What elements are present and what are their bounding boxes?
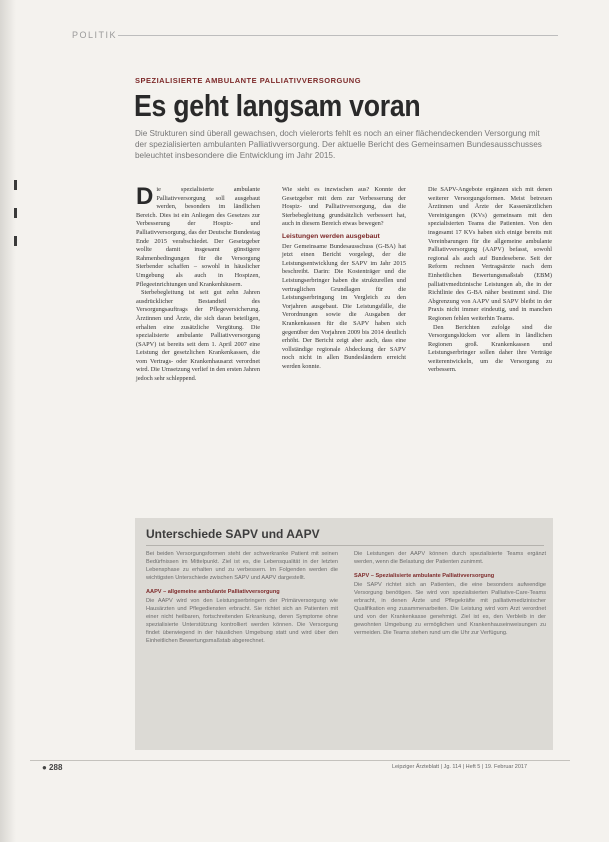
info-box-title: Unterschiede SAPV und AAPV	[146, 527, 320, 541]
article-lede: Die Strukturen sind überall gewachsen, doch vielerorts fehlt es noch an einer flächendeckenden Versorgung mit der spezialisierten ambulanten Palliativversorgung. Der aktuelle Bericht des Gemeinsamen Bundesausschusses beleuchtet insbesondere die Entwicklung im Jahr 2015.	[135, 129, 542, 160]
info-box-text: Die AAPV wird von den Leistungserbringern der Primärversorgung wie Hausärzten und Pflegediensten erbracht. Sie richtet sich an Patienten mit einer nicht heilbaren, fortschreitenden Erkrankung, deren Symptome ohne spezialisierte Unterstützung kontrolliert werden können. Die Versorgung findet überwiegend in der häuslichen Umgebung statt und wird über den Einheitlichen Bewertungsmaßstab abgerechnet.	[146, 598, 338, 644]
article-kicker: SPEZIALISIERTE AMBULANTE PALLIATIVVERSORGUNG	[135, 76, 362, 85]
info-box-subheading-sapv: SAPV – Spezialisierte ambulante Palliativversorgung	[354, 573, 495, 579]
info-box-column-1	[146, 550, 338, 649]
paragraph: Den Berichten zufolge sind die Versorgungslücken vor allem in ländlichen Regionen groß. Krankenkassen und Leistungserbringer sollen daher ihre Verträge weiterentwickeln, um die Versorgung zu verbessern.	[428, 323, 552, 374]
article-headline: Es geht langsam voran	[134, 88, 421, 123]
info-box-text: Die SAPV richtet sich an Patienten, die eine besonders aufwendige Versorgung benötigen. Sie wird von spezialisierten Palliative-Care-Teams erbracht, in denen Ärzte und Pflegekräfte mit palliativmedizinischer Qualifikation eng zusammenarbeiten. Die Leistung wird vom Arzt verordnet und von der Krankenkasse genehmigt. Ziel ist es, den Verbleib in der gewohnten Umgebung zu ermöglichen und Krankenhauseinweisungen zu vermeiden. Die Teams stehen rund um die Uhr zur Verfügung.	[354, 582, 546, 636]
footer-rule	[30, 760, 570, 761]
info-box-column-2	[354, 550, 546, 641]
paragraph: ie spezialisierte ambulante Palliativversorgung soll ausgebaut werden, besonders im ländlichen Bereich. Dies ist ein Anliegen des Gesetzes zur Verbesserung der Hospiz- und Palliativversorgung, das der Deutsche Bundestag Ende 2015 verabschiedet. Der Gesetzgeber wollte damit insgesamt günstigere Rahmenbedingungen für die Versorgung Sterbender schaffen – sowohl in häuslicher Umgebung als auch in Hospizen, Pflegeeinrichtungen und Krankenhäusern.	[136, 186, 260, 288]
info-box-rule	[146, 545, 544, 546]
binding-marks	[14, 180, 18, 250]
article-subheading: Leistungen werden ausgebaut	[282, 232, 380, 240]
article-column-2	[282, 186, 406, 371]
paragraph: Sterbebegleitung ist seit gut zehn Jahren ausdrücklicher Bestandteil des Versorgungsauftrags der Pflegeversicherung. Ärztinnen und Ärzte, die sich daran beteiligen, erhalten eine zusätzliche Vergütung. Die spezialisierte ambulante Palliativversorgung (SAPV) ist bereits seit dem 1. April 2007 eine Leistung der gesetzlichen Krankenkassen, die vom Vertrags- oder Krankenhausarzt verordnet wird. Die Umsetzung verlief in den ersten Jahren jedoch sehr schleppend.	[136, 289, 260, 383]
journal-citation: Leipziger Ärzteblatt | Jg. 114 | Heft 5 | 19. Februar 2017	[392, 764, 528, 770]
article-column-3	[428, 186, 552, 375]
page-number: ● 288	[42, 763, 63, 772]
header-rule	[118, 35, 558, 36]
section-rubric: POLITIK	[72, 30, 118, 40]
paragraph: Der Gemeinsame Bundesausschuss (G-BA) hat jetzt einen Bericht vorgelegt, der die Leistungsentwicklung der SAPV im Jahr 2015 beschreibt. Darin: Die Kostenträger und die Leistungserbringer haben die strukturellen und vertraglichen Grundlagen für die Leistungserbringung im Vergleich zu den Vorjahren ausgebaut. Die Leistungsfälle, die Verordnungen sowie die Ausgaben der Krankenkassen für die SAPV haben sich gegenüber den Vorjahren 2009 bis 2014 deutlich erhöht. Der Bericht zeigt aber auch, dass eine vollständige regionale Abdeckung der SAPV noch nicht in allen Bundesländern erreicht werden konnte.	[282, 242, 406, 370]
dropcap: D	[136, 183, 154, 210]
info-box-subheading-aapv: AAPV – allgemeine ambulante Palliativversorgung	[146, 589, 280, 595]
paragraph: Wie sieht es inzwischen aus? Konnte der Gesetzgeber mit dem zur Verbesserung der Hospiz- und Palliativversorgung, das die Sterbebegleitung grundsätzlich verbessert hat, auch in diesem Bereich etwas bewegen?	[282, 186, 406, 228]
page-gutter-shadow	[0, 0, 16, 842]
paragraph: Die SAPV-Angebote ergänzen sich mit denen weiterer Versorgungsformen. Meist betreuen Ärztinnen und Ärzte der Kassenärztlichen Vereinigungen (KVs) gemeinsam mit den spezialisierten Teams die Patienten. Von den insgesamt 17 KVs haben sich einige bereits mit Vereinbarungen für die allgemeine ambulante Palliativversorgung (AAPV) befasst, sowohl regional als auch auf Bundesebene. Seit der Reform rechnen Vertragsärzte nach dem Einheitlichen Bewertungsmaßstab (EBM) palliativmedizinische Leistungen ab, die in der Richtlinie des G-BA näher bestimmt sind. Die Abgrenzung von AAPV und SAPV bleibt in der Praxis nicht immer eindeutig, und in manchen Regionen fehlen weiterhin Teams.	[428, 186, 552, 322]
info-box-intro: Bei beiden Versorgungsformen steht der schwerkranke Patient mit seinen Bedürfnissen im Mittelpunkt. Ziel ist es, die Lebensqualität in der letzten Lebensphase zu erhalten und zu verbessern. Im Folgenden werden die wichtigsten Unterschiede zwischen SAPV und AAPV dargestellt.	[146, 551, 338, 581]
info-box-intro: Die Leistungen der AAPV können durch spezialisierte Teams ergänzt werden, wenn die Belastung der Patienten zunimmt.	[354, 551, 546, 565]
article-column-1	[136, 183, 260, 384]
